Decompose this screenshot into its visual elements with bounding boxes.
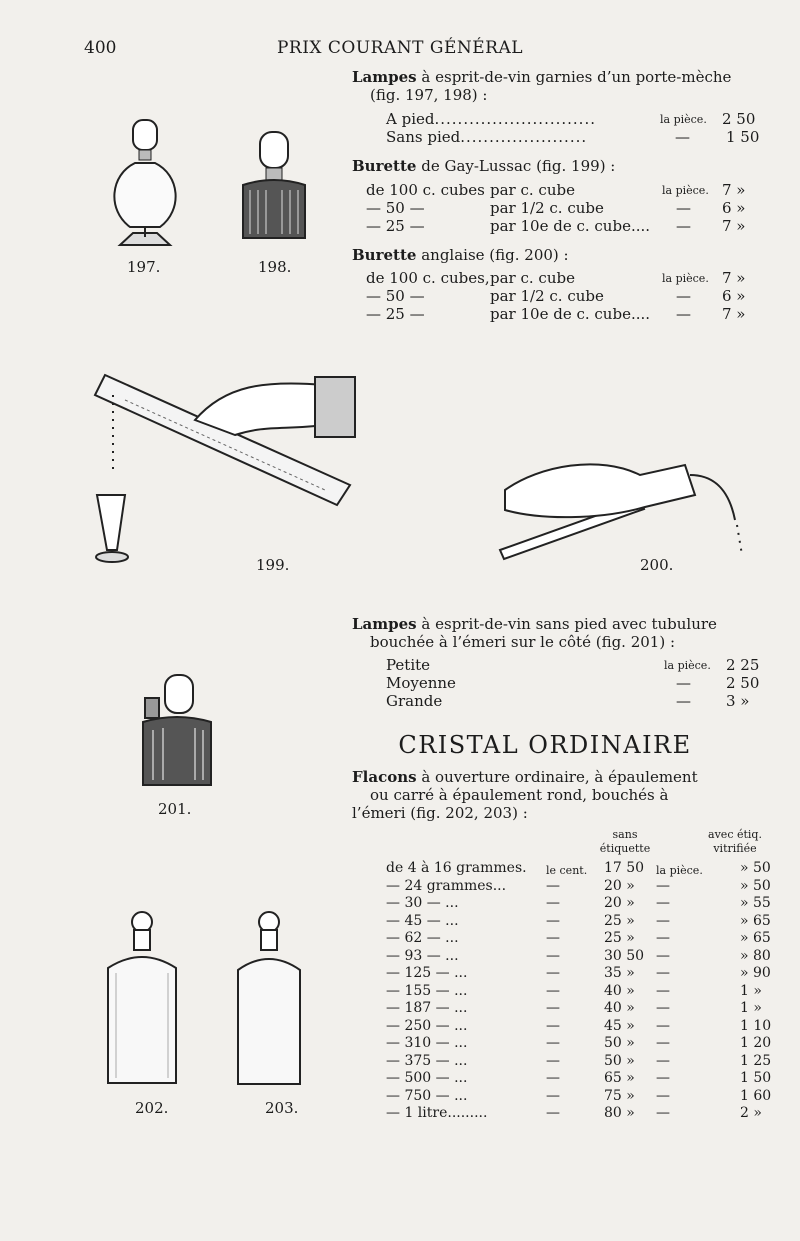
flacon-price-sans: 20 »: [604, 877, 635, 894]
flacon-unit-right: —: [656, 1105, 670, 1121]
lampe-sp-price: 2 50: [726, 674, 760, 692]
flacon-unit-right: —: [656, 982, 670, 999]
lampes-item-price: 2 50: [722, 110, 756, 128]
flacon-price-avec: 1 10: [740, 1017, 772, 1034]
burette-unit: —: [676, 287, 691, 305]
flacon-price-avec: » 55: [740, 895, 771, 911]
burette-price: 6 »: [722, 287, 746, 305]
flacon-unit-right: —: [656, 912, 670, 929]
burette-price: 6 »: [722, 199, 746, 217]
burette-price: 7 »: [722, 181, 746, 199]
col-header-sans: sans étiquette: [599, 828, 651, 855]
flacon-unit-right: —: [656, 1017, 670, 1034]
lampes-sp-title: Lampes à esprit-de-vin sans pied avec tubulure: [352, 615, 717, 633]
burette-price: 7 »: [722, 269, 746, 287]
flacon-unit-right: —: [656, 930, 670, 946]
lampe-sp-unit: la pièce.: [664, 659, 711, 672]
flacon-unit-left: —: [546, 1052, 560, 1069]
fig-caption-203: 203.: [265, 1099, 299, 1117]
flacon-unit-left: —: [546, 930, 560, 946]
flacon-unit-left: —: [546, 1017, 560, 1034]
page-number: 400: [84, 38, 117, 58]
lampes-title-bold: Lampes: [352, 68, 417, 86]
fig-caption-197: 197.: [127, 258, 161, 276]
flacon-size: — 62 — ...: [386, 930, 459, 946]
flacon-price-avec: 1 »: [740, 982, 762, 999]
flacon-size: — 155 — ...: [386, 982, 468, 999]
burette-size: de 100 c. cubes: [366, 181, 485, 199]
burette-unit: —: [676, 305, 691, 323]
lamp-side-tube-figure: [135, 670, 215, 795]
flacon-size: — 187 — ...: [386, 1000, 468, 1016]
burette-size: de 100 c. cubes,: [366, 269, 490, 287]
burette-price: 7 »: [722, 217, 746, 235]
burette-division: par 1/2 c. cube: [490, 199, 604, 217]
flacon-price-sans: 25 »: [604, 930, 635, 946]
lampe-sp-price: 2 25: [726, 656, 760, 674]
lampes-item-price: 1 50: [726, 128, 760, 146]
lampes-item-unit: —: [675, 128, 690, 146]
flacon-size: de 4 à 16 grammes.: [386, 860, 527, 876]
flacon-price-sans: 45 »: [604, 1017, 635, 1034]
flacon-size: — 250 — ...: [386, 1017, 468, 1034]
flacon-unit-right: —: [656, 1087, 670, 1104]
col-header-avec: avec étiq. vitrifiée: [708, 828, 762, 855]
burette-price: 7 »: [722, 305, 746, 323]
flacon-price-avec: 1 20: [740, 1035, 772, 1051]
flacon-price-sans: 20 »: [604, 895, 635, 911]
flacons-line2: ou carré à épaulement rond, bouchés à: [370, 786, 669, 804]
flacon-price-sans: 35 »: [604, 965, 635, 981]
flacon-unit-right: —: [656, 1052, 670, 1069]
burette-unit: la pièce.: [662, 272, 709, 285]
lampes-item-unit: la pièce.: [660, 113, 707, 126]
flacon-unit-right: —: [656, 1000, 670, 1016]
burette-unit: la pièce.: [662, 184, 709, 197]
burette-division: par 1/2 c. cube: [490, 287, 604, 305]
flacon-unit-right: —: [656, 965, 670, 981]
flacon-price-avec: 1 60: [740, 1087, 772, 1104]
flacon-unit-left: le cent.: [546, 864, 588, 877]
flacon-size: — 310 — ...: [386, 1035, 468, 1051]
burette-unit: —: [676, 217, 691, 235]
flacon-size: — 750 — ...: [386, 1087, 468, 1104]
flacon-price-sans: 80 »: [604, 1105, 635, 1121]
flacon-price-sans: 50 »: [604, 1052, 635, 1069]
running-title: PRIX COURANT GÉNÉRAL: [276, 38, 524, 58]
flacon-unit-left: —: [546, 965, 560, 981]
flacon-price-avec: 1 »: [740, 1000, 762, 1016]
flacon-unit-right: —: [656, 895, 670, 911]
lampe-sp-label: Grande: [386, 692, 443, 710]
flacon-size: — 375 — ...: [386, 1052, 468, 1069]
burette-division: par c. cube: [490, 181, 575, 199]
flacon-size: — 93 — ...: [386, 947, 459, 964]
fig-caption-198: 198.: [258, 258, 292, 276]
flacons-line3: l’émeri (fig. 202, 203) :: [352, 804, 528, 822]
flacon-price-avec: » 50: [740, 877, 771, 894]
flacon-price-avec: » 65: [740, 930, 771, 946]
burette-anglaise-figure: [480, 445, 750, 560]
flacon-unit-left: —: [546, 895, 560, 911]
flacon-size: — 500 — ...: [386, 1070, 468, 1086]
lampes-item-label: A pied............................: [386, 110, 596, 128]
flacon-price-avec: 2 »: [740, 1105, 762, 1121]
section-heading-cristal: CRISTAL ORDINAIRE: [398, 731, 692, 759]
flacon-price-sans: 17 50: [604, 860, 645, 876]
burette-size: — 25 —: [366, 305, 425, 323]
flacon-price-avec: » 50: [740, 860, 771, 876]
flacon-price-sans: 50 »: [604, 1035, 635, 1051]
lampe-sp-label: Petite: [386, 656, 431, 674]
fig-caption-200: 200.: [640, 556, 674, 574]
burette-size: — 50 —: [366, 199, 425, 217]
flacons-title: Flacons à ouverture ordinaire, à épaulement: [352, 768, 698, 786]
flacon-unit-right: la pièce.: [656, 864, 703, 877]
lampes-title-line2: (fig. 197, 198) :: [370, 86, 488, 104]
fig-caption-202: 202.: [135, 1099, 169, 1117]
flacon-unit-right: —: [656, 1035, 670, 1051]
flacon-price-avec: 1 50: [740, 1070, 772, 1086]
lamp-flat-figure: [238, 130, 310, 248]
burette-division: par c. cube: [490, 269, 575, 287]
burette-gl-title: Burette de Gay-Lussac (fig. 199) :: [352, 157, 616, 175]
flacon-price-avec: » 90: [740, 965, 771, 981]
lamp-footed-figure: [105, 115, 185, 250]
lampes-sp-title-line2: bouchée à l’émeri sur le côté (fig. 201) :: [370, 633, 676, 651]
burette-division: par 10e de c. cube....: [490, 305, 651, 323]
flacon-price-sans: 75 »: [604, 1087, 635, 1104]
flacon-price-avec: 1 25: [740, 1052, 772, 1069]
flacon-unit-left: —: [546, 1000, 560, 1016]
flacon-unit-left: —: [546, 982, 560, 999]
flacon-unit-left: —: [546, 1070, 560, 1086]
flacon-unit-left: —: [546, 877, 560, 894]
bottle-round-figure: [232, 908, 307, 1093]
flacon-price-avec: » 65: [740, 912, 771, 929]
burette-gay-lussac-figure: [85, 355, 390, 570]
flacon-price-sans: 40 »: [604, 1000, 635, 1016]
lampe-sp-unit: —: [676, 692, 691, 710]
flacon-size: — 24 grammes...: [386, 877, 507, 894]
flacon-price-avec: » 80: [740, 947, 771, 964]
flacon-unit-right: —: [656, 877, 670, 894]
flacon-unit-left: —: [546, 1035, 560, 1051]
lampes-title: [352, 68, 731, 86]
flacon-size: — 1 litre.........: [386, 1105, 488, 1121]
burette-division: par 10e de c. cube....: [490, 217, 651, 235]
lampe-sp-unit: —: [676, 674, 691, 692]
flacon-price-sans: 65 »: [604, 1070, 635, 1086]
burette-ang-title: Burette anglaise (fig. 200) :: [352, 246, 569, 264]
burette-size: — 25 —: [366, 217, 425, 235]
flacon-unit-right: —: [656, 947, 670, 964]
lampe-sp-price: 3 »: [726, 692, 750, 710]
flacon-size: — 125 — ...: [386, 965, 468, 981]
lampe-sp-label: Moyenne: [386, 674, 456, 692]
flacon-unit-left: —: [546, 1105, 560, 1121]
lampes-item-label: Sans pied......................: [386, 128, 588, 146]
lampes-title-rest: à esprit-de-vin garnies d’un porte-mèche: [421, 68, 732, 86]
bottle-square-figure: [100, 908, 185, 1093]
flacon-price-sans: 30 50: [604, 947, 645, 964]
flacon-unit-right: —: [656, 1070, 670, 1086]
burette-unit: —: [676, 199, 691, 217]
flacon-price-sans: 25 »: [604, 912, 635, 929]
flacon-price-sans: 40 »: [604, 982, 635, 999]
burette-size: — 50 —: [366, 287, 425, 305]
flacon-unit-left: —: [546, 947, 560, 964]
flacon-unit-left: —: [546, 912, 560, 929]
flacon-size: — 30 — ...: [386, 895, 459, 911]
fig-caption-201: 201.: [158, 800, 192, 818]
fig-caption-199: 199.: [256, 556, 290, 574]
flacon-unit-left: —: [546, 1087, 560, 1104]
flacon-size: — 45 — ...: [386, 912, 459, 929]
